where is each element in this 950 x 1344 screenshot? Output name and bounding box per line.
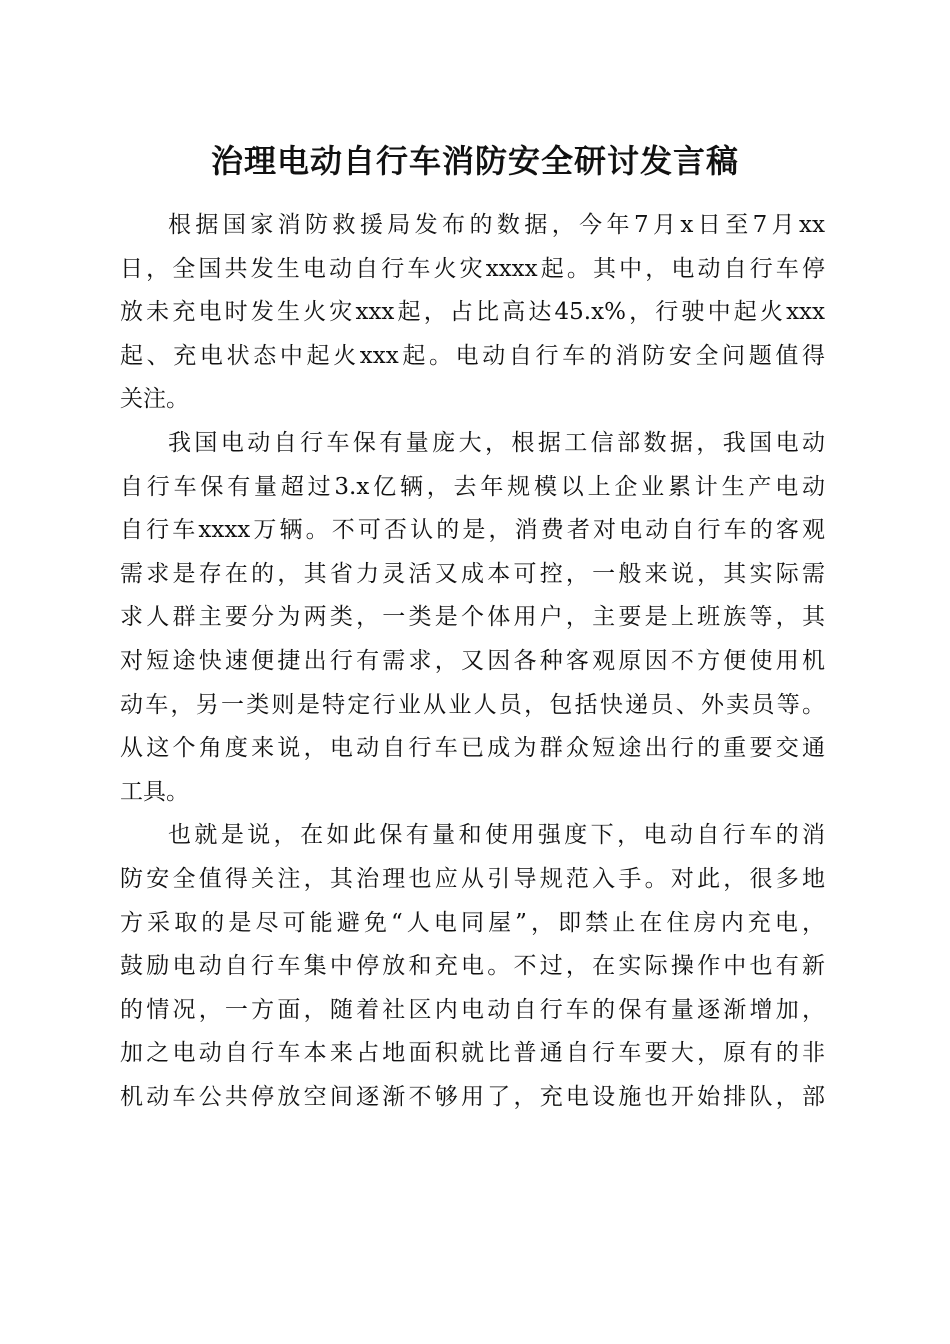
text-line: 方采取的是尽可能避免“人电同屋”，即禁止在住房内充电，	[120, 909, 825, 936]
text-line: 的情况，一方面，随着社区内电动自行车的保有量逐渐增加，	[120, 996, 825, 1023]
text-line: 加之电动自行车本来占地面积就比普通自行车要大，原有的非	[120, 1040, 825, 1067]
text-line: 起、充电状态中起火xxx起。电动自行车的消防安全问题值得	[120, 342, 825, 369]
text-line: 防安全值得关注，其治理也应从引导规范入手。对此，很多地	[120, 865, 825, 892]
text-line: 日，全国共发生电动自行车火灾xxxx起。其中，电动自行车停	[120, 255, 825, 282]
text-line: 放未充电时发生火灾xxx起，占比高达45.x%，行驶中起火xxx	[120, 299, 825, 326]
text-line: 求人群主要分为两类，一类是个体用户，主要是上班族等，其	[120, 604, 825, 631]
text-line: 工具。	[120, 778, 189, 805]
text-line: 从这个角度来说，电动自行车已成为群众短途出行的重要交通	[120, 735, 825, 762]
text-line: 对短途快速便捷出行有需求，又因各种客观原因不方便使用机	[120, 647, 825, 674]
paragraph	[120, 422, 825, 814]
text-line: 关注。	[120, 386, 189, 413]
text-line: 也就是说，在如此保有量和使用强度下，电动自行车的消	[168, 822, 825, 849]
text-line: 自行车保有量超过3.x亿辆，去年规模以上企业累计生产电动	[120, 473, 825, 500]
text-line: 动车，另一类则是特定行业从业人员，包括快递员、外卖员等。	[120, 691, 825, 718]
text-line: 根据国家消防救援局发布的数据，今年7月x日至7月xx	[168, 212, 825, 238]
document-title: 治理电动自行车消防安全研讨发言稿	[210, 142, 739, 180]
text-line: 鼓励电动自行车集中停放和充电。不过，在实际操作中也有新	[120, 953, 825, 980]
text-line: 需求是存在的，其省力灵活又成本可控，一般来说，其实际需	[120, 560, 825, 587]
paragraph	[120, 814, 825, 1119]
text-line: 机动车公共停放空间逐渐不够用了，充电设施也开始排队，部	[120, 1083, 825, 1110]
paragraph	[120, 204, 825, 422]
text-line: 自行车xxxx万辆。不可否认的是，消费者对电动自行车的客观	[120, 517, 825, 544]
document-body	[120, 204, 825, 1119]
text-line: 我国电动自行车保有量庞大，根据工信部数据，我国电动	[168, 429, 825, 456]
